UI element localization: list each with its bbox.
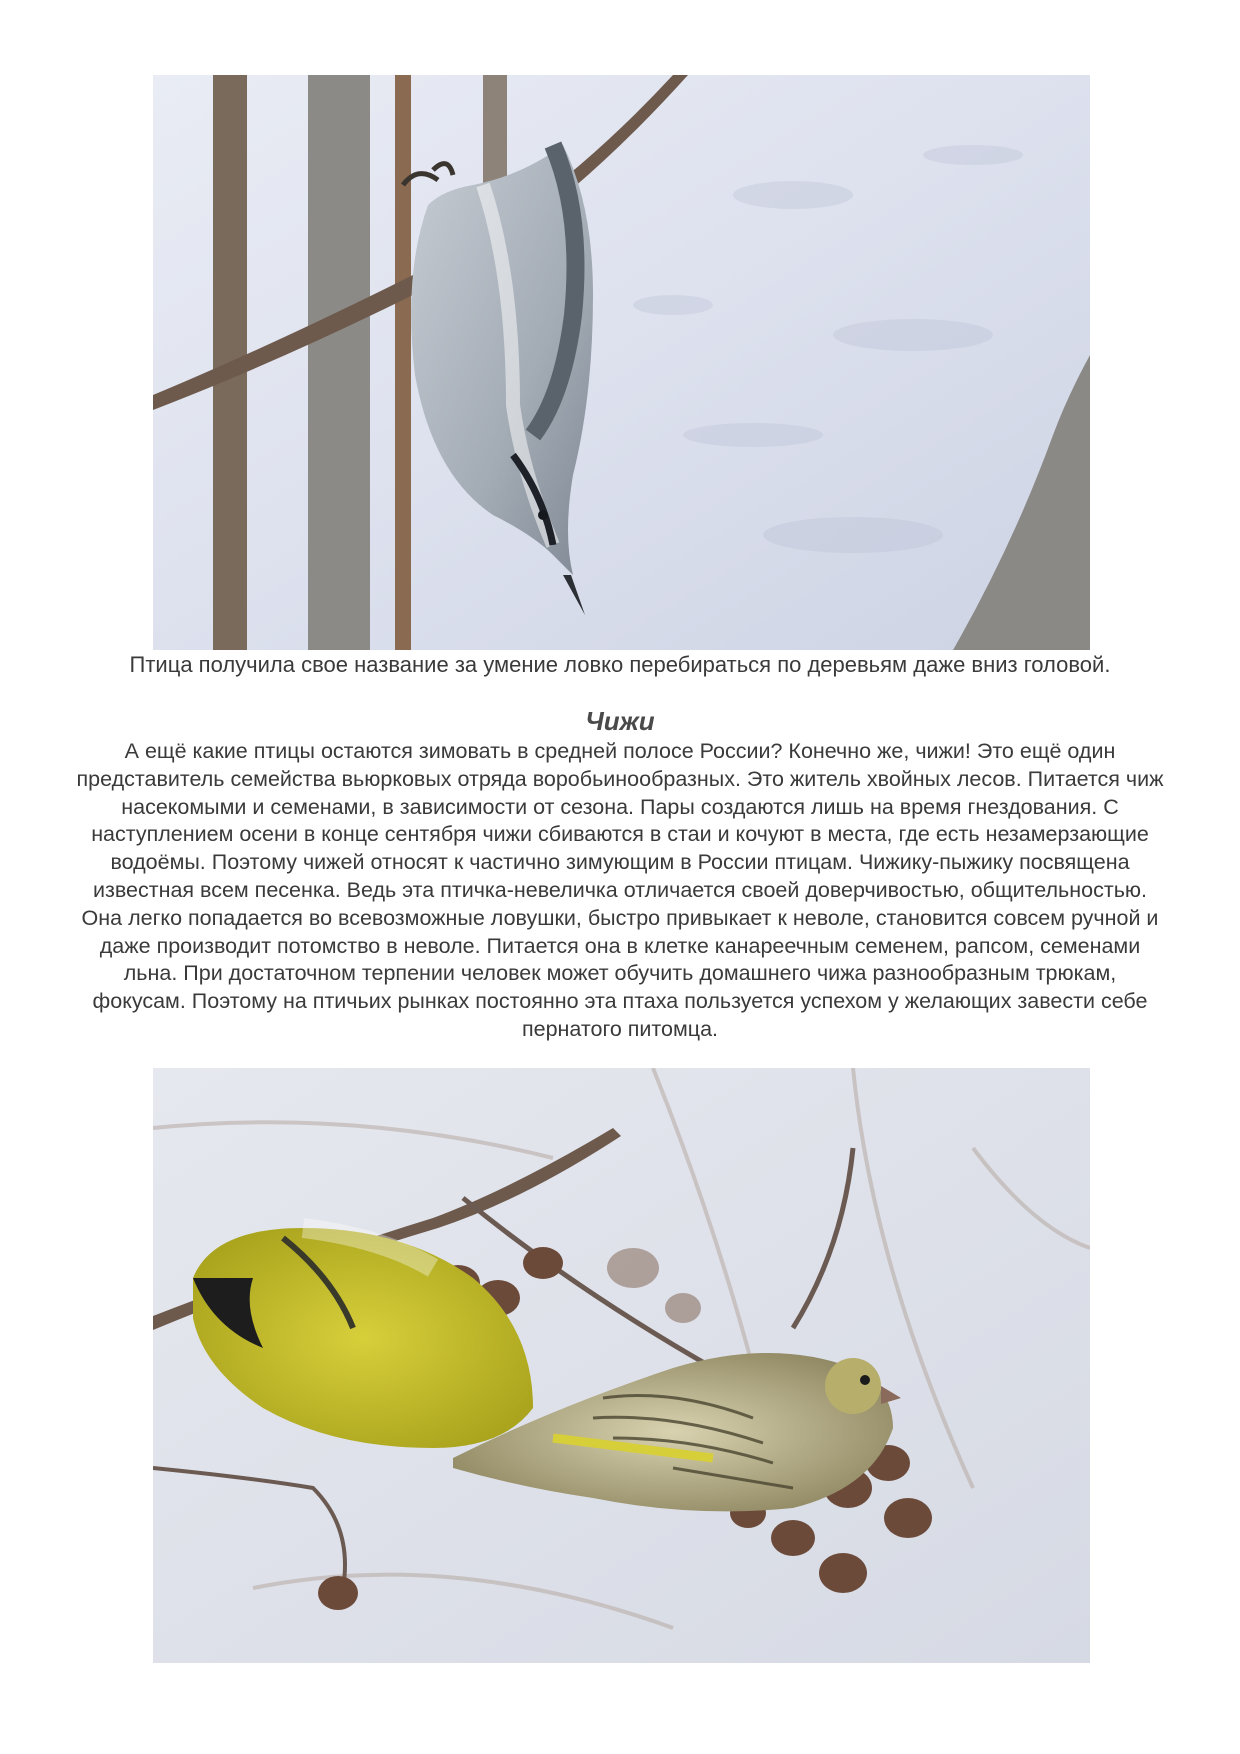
nuthatch-photo [153,75,1090,650]
siskins-illustration [153,1068,1090,1663]
section-title: Чижи [585,706,655,736]
siskins-photo [153,1068,1090,1663]
nuthatch-illustration [153,75,1090,650]
photo-caption: Птица получила свое название за умение ловко перебираться по деревьям даже вниз головой. [129,652,1111,677]
section-paragraph: А ещё какие птицы остаются зимовать в средней полосе России? Конечно же, чижи! Это ещё один представитель семейства вьюрковых отряда воробьинообразных. Это житель хвойных лесов. Питается чиж насекомыми и семенами, в зависимости от сезона. Пары создаются лишь на время гнездования. С наступлением осени в конце сентября чижи сбиваются в стаи и кочуют в места, где есть незамерзающие водоёмы. Поэтому чижей относят к частично зимующим в России птицам. Чижику-пыжику посвящена известная всем песенка. Ведь эта птичка-невеличка отличается своей доверчивостью, общительностью. Она легко попадается во всевозможные ловушки, быстро привыкает к неволе, становится совсем ручной и даже производит потомство в неволе. Питается она в клетке канареечным семенем, рапсом, семенами льна. При достаточном терпении человек может обучить домашнего чижа разнообразным трюкам, фокусам. Поэтому на птичьих рынках постоянно эта птаха пользуется успехом у желающих завести себе пернатого питомца. [76,739,1164,1041]
